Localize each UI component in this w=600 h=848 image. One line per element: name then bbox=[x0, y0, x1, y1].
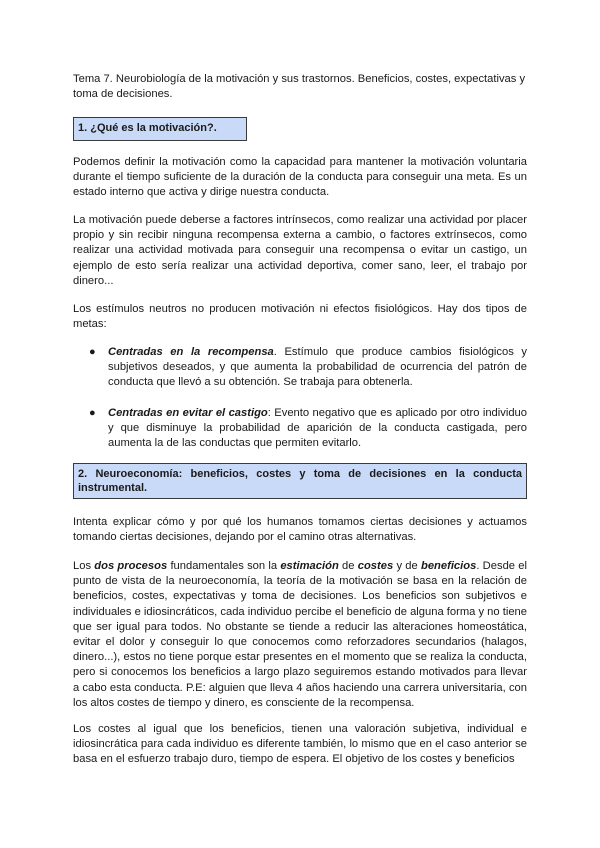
paragraph-processes: Los dos procesos fundamentales son la estimación de costes y de beneficios. Desde el punto de vista de la neuroeconomía, la teoría de la motivación se basa en la relación de beneficios, costes, expectativas y toma de decisiones. Los beneficios son subjetivos e individuales e idiosincráticos, cada individuo percibe el beneficio de alguna forma y no tiene que ser igual para todos. No obstante se tiende a reducir las alteraciones homeostática, evitar el dolor y conseguir lo que conocemos como reforzadores secundarios (halagos, dinero...), estos no tiene porque estar presentes en el momento que se realiza la conducta, pero si conocemos los beneficios a largo plazo seguiremos estando motivados para llevar a cabo esta conducta. P.E: alguien que lleva 4 años haciendo una carrera universitaria, con los altos costes de tiempo y dinero, es consciente de la recompensa. bbox=[73, 560, 527, 709]
bullet-icon: ● bbox=[89, 346, 96, 358]
bullet-text: : Evento negativo que es aplicado por otro individuo y que disminuye la probabilidad de aparición de la conducta castigada, pero aumenta la de las conductas que permiten evitarlo. bbox=[108, 406, 527, 450]
emphasis-term: dos procesos bbox=[94, 560, 168, 572]
section-heading-2: 2. Neuroeconomía: beneficios, costes y toma de decisiones en la conducta instrumental. bbox=[73, 463, 527, 499]
paragraph-definition: Podemos definir la motivación como la capacidad para mantener la motivación voluntaria durante el tiempo suficiente de la duración de la conducta para conseguir una meta. Es un estado interno que activa y dirige nuestra conducta. bbox=[73, 156, 527, 199]
bullet-term: Centradas en evitar el castigo bbox=[108, 406, 268, 419]
list-item bbox=[73, 406, 527, 452]
document-title: Tema 7. Neurobiología de la motivación y sus trastornos. Beneficios, costes, expectativas y toma de decisiones. bbox=[73, 73, 526, 101]
goal-types-list bbox=[73, 345, 527, 451]
emphasis-term: estimación bbox=[280, 560, 339, 572]
list-item bbox=[73, 345, 527, 391]
bullet-term: Centradas en la recompensa bbox=[108, 346, 274, 358]
paragraph-goal-types: Los estímulos neutros no producen motivación ni efectos fisiológicos. Hay dos tipos de metas: bbox=[73, 303, 527, 331]
paragraph-costs: Los costes al igual que los beneficios, tienen una valoración subjetiva, individual e idiosincrática para cada individuo es diferente también, lo mismo que en el caso anterior se basa en el esfuerzo trabajo duro, tiempo de espera. El objetivo de los costes y beneficios bbox=[73, 723, 527, 766]
paragraph-factors: La motivación puede deberse a factores intrínsecos, como realizar una actividad por placer propio y sin recibir ninguna recompensa externa a cambio, o factores extrínsecos, como realizar una actividad motivada para conseguir una recompensa o evitar un castigo, un ejemplo de esto sería realizar una actividad deportiva, comer sano, leer, el trabajo por dinero... bbox=[73, 214, 527, 287]
bullet-text: . Estímulo que produce cambios fisiológicos y subjetivos deseados, y que aumenta la probabilidad de ocurrencia del patrón de conducta que llevó a su obtención. Se trabaja para obtenerla. bbox=[108, 346, 527, 389]
paragraph-neuroeconomy-intro: Intenta explicar cómo y por qué los humanos tomamos ciertas decisiones y actuamos tomando ciertas decisiones, dejando por el camino otras alternativas. bbox=[73, 516, 527, 544]
emphasis-term: beneficios bbox=[420, 560, 477, 572]
bullet-icon: ● bbox=[89, 406, 96, 419]
section-heading-1: 1. ¿Qué es la motivación?. bbox=[73, 117, 247, 141]
emphasis-term: costes bbox=[357, 560, 394, 572]
